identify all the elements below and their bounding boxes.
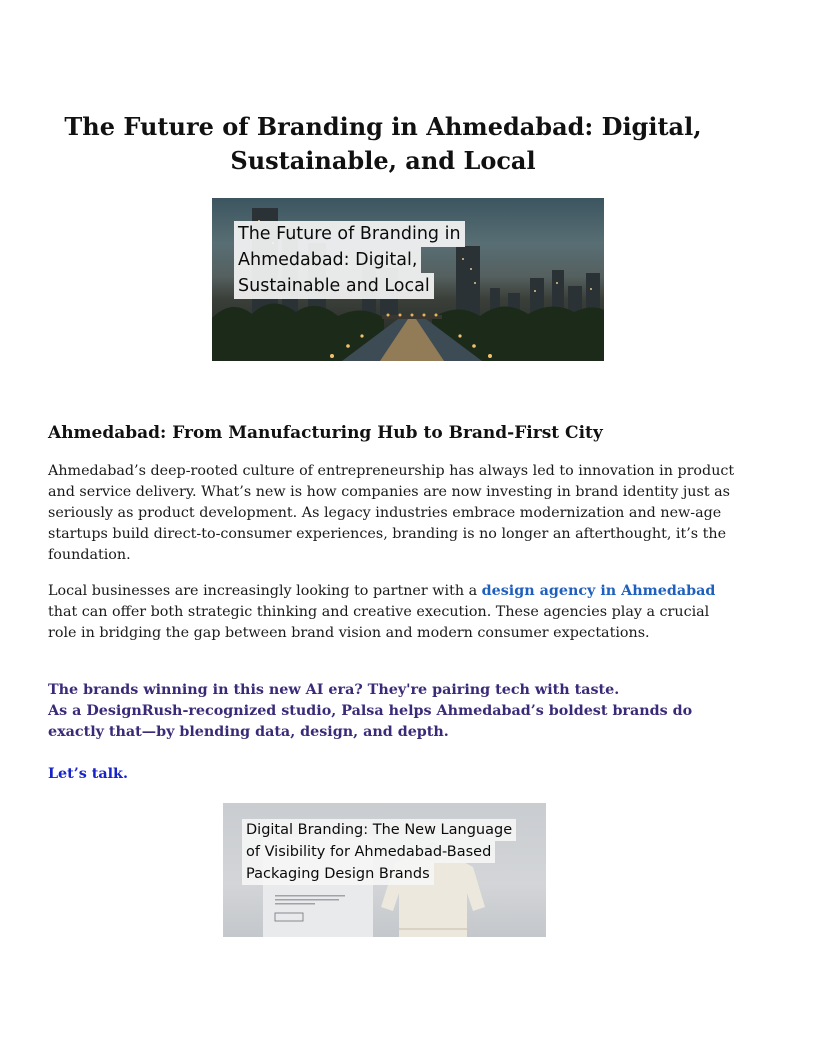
lets-talk-link[interactable]: Let’s talk. [48,766,128,782]
thumb-caption-line: of Visibility for Ahmedabad-Based [242,841,495,863]
related-article-caption [242,819,516,885]
body-paragraph: Ahmedabad’s deep-rooted culture of entrepreneurship has always led to innovation in product and service delivery. What’s new is how companies are now investing in brand identity just as seriously as product development. As legacy industries embrace modernization and new-age startups build direct-to-consumer experiences, branding is no longer an afterthought, it’s the foundation. [48,463,735,563]
paragraph-text-before-link: Local businesses are increasingly looking to partner with a [48,583,482,599]
thumb-caption-line: Digital Branding: The New Language [242,819,516,841]
page-title: The Future of Branding in Ahmedabad: Digital, Sustainable, and Local [64,112,702,175]
promo-line: exactly that—by blending data, design, and depth. [48,724,449,740]
related-article-image[interactable] [223,803,546,937]
body-paragraph-with-link [48,581,738,644]
design-agency-link[interactable]: design agency in Ahmedabad [481,583,716,599]
hero-image-caption [234,221,465,299]
section-heading: Ahmedabad: From Manufacturing Hub to Brand-First City [48,423,603,443]
promo-text [48,680,748,743]
hero-image [212,198,604,361]
thumb-caption-line: Packaging Design Brands [242,863,434,885]
paragraph-text-after-link: that can offer both strategic thinking and creative execution. These agencies play a crucial role in bridging the gap between brand vision and modern consumer expectations. [48,604,710,641]
hero-caption-line: Ahmedabad: Digital, [234,247,421,273]
hero-caption-line: The Future of Branding in [234,221,465,247]
promo-line: The brands winning in this new AI era? They're pairing tech with taste. [48,682,620,698]
promo-line: As a DesignRush-recognized studio, Palsa helps Ahmedabad’s boldest brands do [48,703,693,719]
hero-caption-line: Sustainable and Local [234,273,434,299]
